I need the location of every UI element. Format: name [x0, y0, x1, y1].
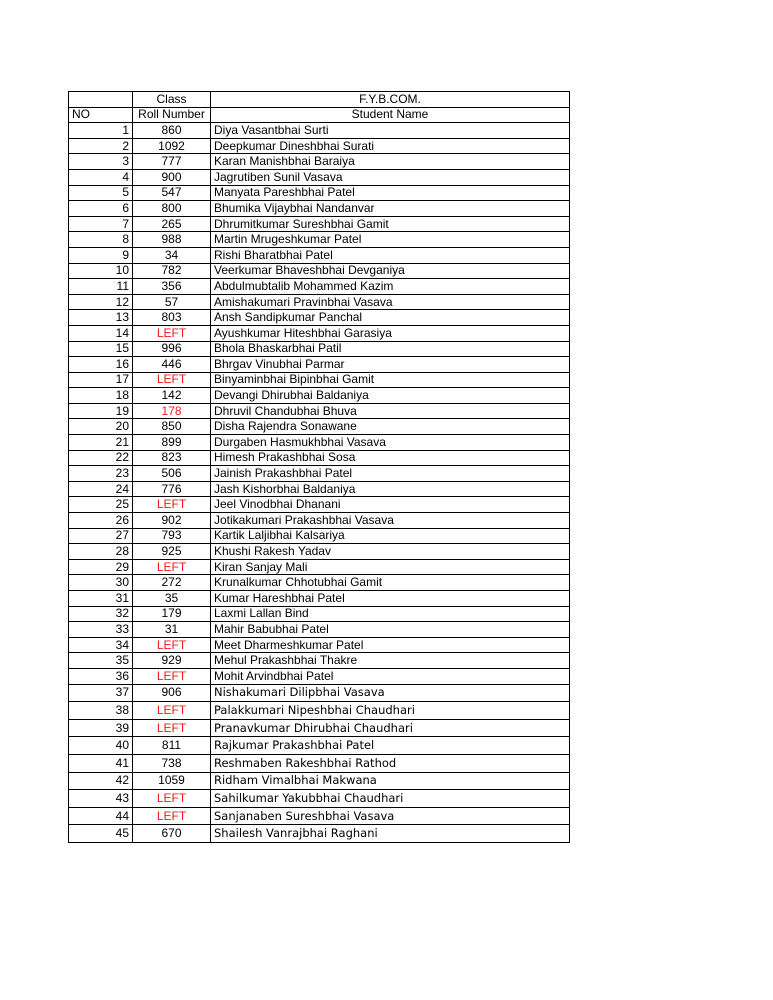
roll-number-cell: LEFT [133, 702, 211, 720]
table-row [69, 513, 570, 529]
row-number-cell: 11 [69, 279, 133, 295]
table-row [69, 702, 570, 720]
row-number-cell: 3 [69, 154, 133, 170]
student-name-cell: Diya Vasantbhai Surti [211, 123, 570, 139]
row-number-cell: 30 [69, 575, 133, 591]
table-row [69, 450, 570, 466]
row-number-cell: 2 [69, 138, 133, 154]
table-row [69, 790, 570, 808]
row-number-cell: 25 [69, 497, 133, 513]
student-name-cell: Disha Rajendra Sonawane [211, 419, 570, 435]
roll-number-cell: 547 [133, 185, 211, 201]
roll-number-cell: 776 [133, 481, 211, 497]
table-row [69, 263, 570, 279]
student-name-cell: Sahilkumar Yakubbhai Chaudhari [211, 790, 570, 808]
table-row [69, 216, 570, 232]
roll-number-cell: 31 [133, 622, 211, 638]
roll-number-cell: 906 [133, 684, 211, 702]
row-number-cell: 43 [69, 790, 133, 808]
roll-number-cell: 356 [133, 279, 211, 295]
table-row [69, 653, 570, 669]
header-no-blank [69, 92, 133, 108]
student-name-cell: Kartik Laljibhai Kalsariya [211, 528, 570, 544]
table-row [69, 357, 570, 373]
student-name-cell: Jeel Vinodbhai Dhanani [211, 497, 570, 513]
row-number-cell: 41 [69, 754, 133, 772]
table-row [69, 138, 570, 154]
table-row [69, 201, 570, 217]
student-name-cell: Rajkumar Prakashbhai Patel [211, 737, 570, 755]
row-number-cell: 22 [69, 450, 133, 466]
student-name-cell: Krunalkumar Chhotubhai Gamit [211, 575, 570, 591]
table-row [69, 372, 570, 388]
roll-number-cell: 57 [133, 294, 211, 310]
table-row [69, 435, 570, 451]
roll-number-cell: LEFT [133, 497, 211, 513]
student-name-cell: Devangi Dhirubhai Baldaniya [211, 388, 570, 404]
roll-number-cell: LEFT [133, 668, 211, 684]
row-number-cell: 10 [69, 263, 133, 279]
row-number-cell: 27 [69, 528, 133, 544]
roll-number-cell: 929 [133, 653, 211, 669]
student-name-cell: Ridham Vimalbhai Makwana [211, 772, 570, 790]
roll-number-cell: 179 [133, 606, 211, 622]
table-row [69, 185, 570, 201]
roll-number-cell: LEFT [133, 637, 211, 653]
roll-number-cell: 777 [133, 154, 211, 170]
student-name-cell: Bhumika Vijaybhai Nandanvar [211, 201, 570, 217]
row-number-cell: 15 [69, 341, 133, 357]
table-row [69, 559, 570, 575]
row-number-cell: 32 [69, 606, 133, 622]
table-row [69, 466, 570, 482]
roll-number-cell: 899 [133, 435, 211, 451]
row-number-cell: 13 [69, 310, 133, 326]
row-number-cell: 21 [69, 435, 133, 451]
roll-number-cell: LEFT [133, 559, 211, 575]
table-row [69, 481, 570, 497]
table-row [69, 294, 570, 310]
roll-number-cell: 860 [133, 123, 211, 139]
row-number-cell: 17 [69, 372, 133, 388]
student-name-cell: Martin Mrugeshkumar Patel [211, 232, 570, 248]
student-name-cell: Jotikakumari Prakashbhai Vasava [211, 513, 570, 529]
row-number-cell: 42 [69, 772, 133, 790]
table-row [69, 279, 570, 295]
student-name-cell: Karan Manishbhai Baraiya [211, 154, 570, 170]
roll-number-cell: 800 [133, 201, 211, 217]
table-row [69, 247, 570, 263]
header-class-label: Class [133, 92, 211, 108]
roll-number-cell: 782 [133, 263, 211, 279]
row-number-cell: 4 [69, 169, 133, 185]
row-number-cell: 26 [69, 513, 133, 529]
row-number-cell: 28 [69, 544, 133, 560]
roll-number-cell: 900 [133, 169, 211, 185]
roll-number-cell: 850 [133, 419, 211, 435]
row-number-cell: 7 [69, 216, 133, 232]
table-row [69, 668, 570, 684]
header-course-label: F.Y.B.COM. [211, 92, 570, 108]
table-row [69, 606, 570, 622]
header-row-class [69, 92, 570, 108]
roll-number-cell: 446 [133, 357, 211, 373]
student-list-body [69, 92, 570, 843]
roll-number-cell: 925 [133, 544, 211, 560]
row-number-cell: 29 [69, 559, 133, 575]
roll-number-cell: 506 [133, 466, 211, 482]
roll-number-cell: LEFT [133, 325, 211, 341]
header-student-name-label: Student Name [211, 107, 570, 123]
student-name-cell: Dhrumitkumar Sureshbhai Gamit [211, 216, 570, 232]
roll-number-cell: LEFT [133, 807, 211, 825]
student-name-cell: Palakkumari Nipeshbhai Chaudhari [211, 702, 570, 720]
row-number-cell: 38 [69, 702, 133, 720]
table-row [69, 419, 570, 435]
roll-number-cell: 738 [133, 754, 211, 772]
row-number-cell: 6 [69, 201, 133, 217]
row-number-cell: 8 [69, 232, 133, 248]
student-name-cell: Laxmi Lallan Bind [211, 606, 570, 622]
roll-number-cell: 142 [133, 388, 211, 404]
table-row [69, 754, 570, 772]
student-name-cell: Rishi Bharatbhai Patel [211, 247, 570, 263]
table-row [69, 807, 570, 825]
student-name-cell: Binyaminbhai Bipinbhai Gamit [211, 372, 570, 388]
student-name-cell: Bhola Bhaskarbhai Patil [211, 341, 570, 357]
student-name-cell: Abdulmubtalib Mohammed Kazim [211, 279, 570, 295]
roll-number-cell: 265 [133, 216, 211, 232]
student-name-cell: Durgaben Hasmukhbhai Vasava [211, 435, 570, 451]
roll-number-cell: 811 [133, 737, 211, 755]
student-name-cell: Dhruvil Chandubhai Bhuva [211, 403, 570, 419]
row-number-cell: 19 [69, 403, 133, 419]
table-row [69, 684, 570, 702]
student-name-cell: Khushi Rakesh Yadav [211, 544, 570, 560]
roll-number-cell: 1092 [133, 138, 211, 154]
table-row [69, 719, 570, 737]
roll-number-cell: 902 [133, 513, 211, 529]
row-number-cell: 1 [69, 123, 133, 139]
table-row [69, 232, 570, 248]
header-no-label: NO [69, 107, 133, 123]
student-name-cell: Sanjanaben Sureshbhai Vasava [211, 807, 570, 825]
student-name-cell: Nishakumari Dilipbhai Vasava [211, 684, 570, 702]
student-name-cell: Manyata Pareshbhai Patel [211, 185, 570, 201]
student-name-cell: Kumar Hareshbhai Patel [211, 591, 570, 607]
student-name-cell: Himesh Prakashbhai Sosa [211, 450, 570, 466]
table-row [69, 772, 570, 790]
row-number-cell: 40 [69, 737, 133, 755]
student-name-cell: Bhrgav Vinubhai Parmar [211, 357, 570, 373]
row-number-cell: 24 [69, 481, 133, 497]
student-name-cell: Meet Dharmeshkumar Patel [211, 637, 570, 653]
roll-number-cell: 1059 [133, 772, 211, 790]
row-number-cell: 35 [69, 653, 133, 669]
table-row [69, 341, 570, 357]
roll-number-cell: 670 [133, 825, 211, 843]
table-row [69, 544, 570, 560]
table-row [69, 123, 570, 139]
header-row-columns [69, 107, 570, 123]
row-number-cell: 5 [69, 185, 133, 201]
table-row [69, 403, 570, 419]
row-number-cell: 37 [69, 684, 133, 702]
row-number-cell: 34 [69, 637, 133, 653]
table-row [69, 169, 570, 185]
student-name-cell: Pranavkumar Dhirubhai Chaudhari [211, 719, 570, 737]
student-name-cell: Jash Kishorbhai Baldaniya [211, 481, 570, 497]
roll-number-cell: LEFT [133, 719, 211, 737]
roll-number-cell: 996 [133, 341, 211, 357]
student-name-cell: Deepkumar Dineshbhai Surati [211, 138, 570, 154]
roll-number-cell: 823 [133, 450, 211, 466]
student-name-cell: Mahir Babubhai Patel [211, 622, 570, 638]
row-number-cell: 39 [69, 719, 133, 737]
student-name-cell: Reshmaben Rakeshbhai Rathod [211, 754, 570, 772]
roll-number-cell: 793 [133, 528, 211, 544]
student-name-cell: Ansh Sandipkumar Panchal [211, 310, 570, 326]
student-name-cell: Mohit Arvindbhai Patel [211, 668, 570, 684]
row-number-cell: 9 [69, 247, 133, 263]
table-row [69, 528, 570, 544]
student-name-cell: Jainish Prakashbhai Patel [211, 466, 570, 482]
student-name-cell: Veerkumar Bhaveshbhai Devganiya [211, 263, 570, 279]
table-row [69, 825, 570, 843]
row-number-cell: 16 [69, 357, 133, 373]
roll-number-cell: LEFT [133, 372, 211, 388]
student-name-cell: Shailesh Vanrajbhai Raghani [211, 825, 570, 843]
student-name-cell: Kiran Sanjay Mali [211, 559, 570, 575]
row-number-cell: 31 [69, 591, 133, 607]
row-number-cell: 44 [69, 807, 133, 825]
roll-number-cell: 272 [133, 575, 211, 591]
table-row [69, 154, 570, 170]
table-row [69, 575, 570, 591]
table-row [69, 637, 570, 653]
header-roll-number-label: Roll Number [133, 107, 211, 123]
student-name-cell: Mehul Prakashbhai Thakre [211, 653, 570, 669]
roll-number-cell: LEFT [133, 790, 211, 808]
table-row [69, 622, 570, 638]
row-number-cell: 23 [69, 466, 133, 482]
roll-number-cell: 178 [133, 403, 211, 419]
table-row [69, 737, 570, 755]
table-row [69, 497, 570, 513]
student-name-cell: Ayushkumar Hiteshbhai Garasiya [211, 325, 570, 341]
roll-number-cell: 988 [133, 232, 211, 248]
roll-number-cell: 803 [133, 310, 211, 326]
roll-number-cell: 35 [133, 591, 211, 607]
row-number-cell: 45 [69, 825, 133, 843]
row-number-cell: 33 [69, 622, 133, 638]
row-number-cell: 36 [69, 668, 133, 684]
row-number-cell: 20 [69, 419, 133, 435]
row-number-cell: 14 [69, 325, 133, 341]
student-name-cell: Amishakumari Pravinbhai Vasava [211, 294, 570, 310]
student-name-cell: Jagrutiben Sunil Vasava [211, 169, 570, 185]
table-row [69, 310, 570, 326]
table-row [69, 325, 570, 341]
row-number-cell: 12 [69, 294, 133, 310]
table-row [69, 388, 570, 404]
student-list-table [68, 91, 570, 843]
table-row [69, 591, 570, 607]
row-number-cell: 18 [69, 388, 133, 404]
roll-number-cell: 34 [133, 247, 211, 263]
